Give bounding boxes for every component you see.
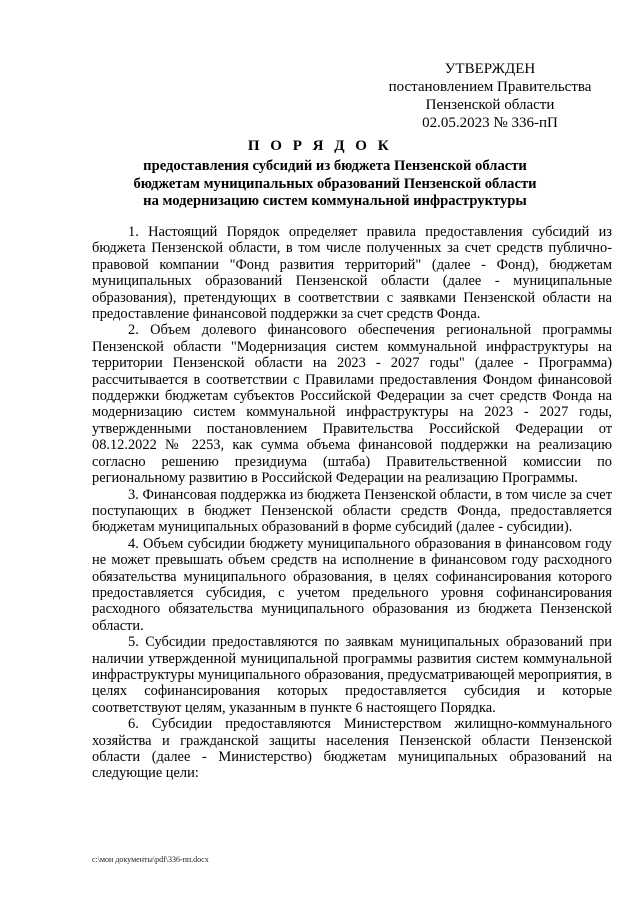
paragraph-1: 1. Настоящий Порядок определяет правила предоставления субсидий из бюджета Пензенской области, в том числе полученных за счет средств публично-правовой компании "Фонд развития территорий" (далее - Фонд), бюджетам муниципальных образований Пензенской области (далее - муниципальные образования), претендующих в соответствии с заявками Пензенской области на предоставление финансовой поддержки за счет средств Фонда. (92, 224, 612, 323)
paragraph-5: 5. Субсидии предоставляются по заявкам муниципальных образований при наличии утвержденной муниципальной программы развития систем коммунальной инфраструктуры муниципального образования, предусматривающей мероприятия, в целях софинансирования которых предоставляется субсидия и которые соответствуют целям, указанным в пункте 6 настоящего Порядка. (92, 634, 612, 716)
document-body (92, 224, 612, 782)
approval-authority: постановлением Правительства (388, 79, 592, 95)
paragraph-2: 2. Объем долевого финансового обеспечения региональной программы Пензенской области "Модернизация систем коммунальной инфраструктуры на территории Пензенской области на 2023 - 2027 годы" (далее - Программа) рассчитывается в соответствии с Правилами предоставления Фондом финансовой поддержки бюджетам субъектов Российской Федерации за счет средств Фонда на модернизацию систем коммунальной инфраструктуры на 2023 - 2027 годы, утвержденными постановлением Правительства Российской Федерации от 08.12.2022 № 2253, как сумма объема финансовой поддержки на реализацию согласно решению президиума (штаба) Правительственной комиссии по региональному развитию в Российской Федерации на реализацию Программы. (92, 322, 612, 487)
paragraph-3: 3. Финансовая поддержка из бюджета Пензенской области, в том числе за счет поступающих в бюджет Пензенской области средств Фонда, предоставляется бюджетам муниципальных образований в форме субсидий (далее - субсидии). (92, 486, 612, 536)
approval-date-number: 02.05.2023 № 336-пП (422, 115, 558, 131)
approval-region: Пензенской области (425, 97, 555, 113)
subtitle-line-3: на модернизацию систем коммунальной инфраструктуры (143, 193, 527, 209)
paragraph-6: 6. Субсидии предоставляются Министерством жилищно-коммунального хозяйства и гражданской защиты населения Пензенской области Пензенской области (далее - Министерство) бюджетам муниципальных образований на следующие цели: (92, 716, 612, 782)
document-subtitle (90, 158, 580, 211)
subtitle-line-1: предоставления субсидий из бюджета Пензенской области (143, 158, 527, 174)
approval-heading: УТВЕРЖДЕН (444, 61, 536, 77)
subtitle-line-2: бюджетам муниципальных образований Пензенской области (133, 175, 537, 192)
approval-stamp (380, 60, 600, 132)
document-title: П О Р Я Д О К (247, 138, 393, 154)
paragraph-4: 4. Объем субсидии бюджету муниципального образования в финансовом году не может превышать объем средств на исполнение в финансовом году расходного обязательства муниципального образования, в целях софинансирования которого предоставляется субсидия, с учетом предельного уровня софинансирования расходного обязательства муниципального образования из бюджета Пензенской области. (92, 535, 612, 634)
file-path-footer: c:\мои документы\pdf\336-пп.docx (92, 855, 209, 864)
